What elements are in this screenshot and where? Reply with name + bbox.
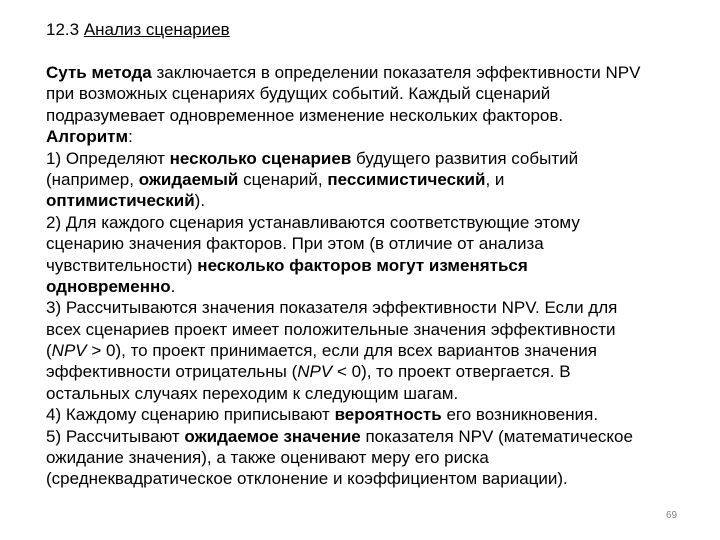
bold-text: ожидаемый	[138, 169, 239, 189]
text-run: всех сценариев проект имеет положительные значения эффективности	[46, 319, 616, 339]
text-run: ).	[194, 191, 206, 211]
body-line	[46, 340, 686, 361]
text-run: его возникновения.	[441, 405, 599, 425]
body-line	[46, 276, 686, 297]
text-run: ожидание значения), а также оценивают меру его риска	[46, 448, 489, 468]
body-line	[46, 148, 686, 169]
body-line	[46, 383, 686, 404]
body-line	[46, 126, 686, 147]
body-line	[46, 404, 686, 425]
text-run: (например,	[46, 169, 139, 189]
text-run: < 0), то проект отвергается. В	[332, 362, 571, 382]
bold-text: Суть метода	[46, 63, 152, 82]
body-line	[46, 190, 686, 211]
body-line	[46, 297, 686, 318]
text-run: 2) Для каждого сценария устанавливаются соответствующие этому	[46, 212, 580, 232]
text-run: (среднеквадратическое отклонение и коэффициентом вариации).	[46, 469, 568, 489]
text-run: сценарию значения факторов. При этом (в отличие от анализа	[46, 234, 544, 254]
slide-body	[46, 62, 686, 490]
text-run: :	[128, 127, 133, 147]
text-run: 5) Рассчитывают	[46, 426, 185, 446]
text-run: 1) Определяют	[46, 148, 170, 168]
page-number: 69	[666, 510, 678, 521]
body-line	[46, 255, 686, 276]
body-line	[46, 319, 686, 340]
slide-title	[46, 18, 230, 42]
body-line	[46, 447, 686, 468]
text-run: > 0), то проект принимается, если для всех вариантов значения	[86, 341, 597, 361]
bold-text: одновременно	[46, 276, 171, 296]
bold-text: несколько сценариев	[169, 148, 352, 168]
text-run: 4) Каждому сценарию приписывают	[46, 405, 335, 425]
text-run: подразумевает одновременное изменение нескольких факторов.	[46, 105, 564, 125]
bold-text: Алгоритм	[46, 127, 129, 147]
body-line	[46, 62, 686, 83]
text-run: 3) Рассчитываются значения показателя эффективности NPV. Если для	[46, 298, 618, 318]
text-run: при возможных сценариях будущих событий. Каждый сценарий	[46, 84, 551, 104]
body-line	[46, 468, 686, 489]
bold-text: ожидаемое значение	[184, 426, 361, 446]
text-run: сценарий,	[238, 169, 328, 189]
text-run: чувствительности)	[46, 255, 198, 275]
body-line	[46, 105, 686, 126]
bold-text: вероятность	[334, 405, 442, 425]
italic-text: NPV	[297, 362, 333, 382]
section-number: 12.3	[46, 20, 84, 39]
text-run: эффективности отрицательны (	[46, 362, 298, 382]
body-line	[46, 361, 686, 382]
bold-text: пессимистический	[327, 169, 486, 189]
body-line	[46, 426, 686, 447]
body-line	[46, 212, 686, 233]
bold-text: оптимистический	[46, 191, 195, 211]
text-run: остальных случаях переходим к следующим шагам.	[46, 383, 459, 403]
italic-text: NPV	[51, 341, 87, 361]
text-run: , и	[485, 169, 505, 189]
body-line	[46, 233, 686, 254]
section-title: Анализ сценариев	[83, 20, 230, 39]
text-run: .	[170, 276, 176, 296]
text-run: заключается в определении показателя эффективности NPV	[151, 63, 641, 82]
body-line	[46, 169, 686, 190]
text-run: будущего развития событий	[351, 148, 579, 168]
text-run: показателя NPV (математическое	[360, 426, 633, 446]
body-line	[46, 83, 686, 104]
text-run: (	[46, 341, 52, 361]
bold-text: несколько факторов могут изменяться	[197, 255, 528, 275]
